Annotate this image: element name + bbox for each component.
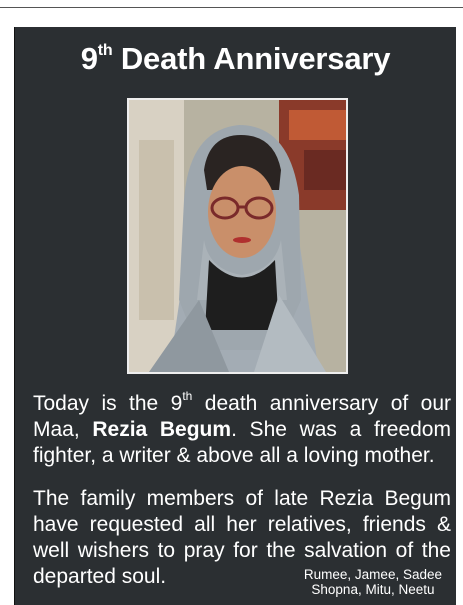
portrait-photo (127, 98, 348, 374)
portrait-illustration (129, 100, 346, 372)
p1-tail: . She was a freedom fighter, a writer & above all a loving mother. (33, 418, 451, 467)
notice-card (14, 27, 456, 605)
notice-title (15, 41, 456, 77)
p1-number: 9 (170, 392, 183, 415)
p1-lead: Today is the (33, 392, 159, 415)
signoff-line-2: Shopna, Mitu, Neetu (311, 582, 435, 597)
family-signoff (304, 567, 442, 597)
family-request-paragraph: The family members of late Rezia Begum have requested all her relatives, friends & well wishers to pray for the salvation of the departed soul. (33, 487, 451, 588)
top-rule (0, 7, 463, 8)
title-ordinal-suffix: th (97, 42, 113, 59)
title-number: 9 (80, 41, 98, 76)
p1-line-rest: death anniversary of our Maa, (33, 392, 451, 441)
title-text: Death Anniversary (120, 41, 391, 76)
deceased-name: Rezia Begum (92, 418, 232, 441)
p1-ordinal-suffix: th (182, 389, 193, 403)
signoff-line-1: Rumee, Jamee, Sadee (303, 567, 442, 582)
anniversary-paragraph (33, 391, 451, 469)
